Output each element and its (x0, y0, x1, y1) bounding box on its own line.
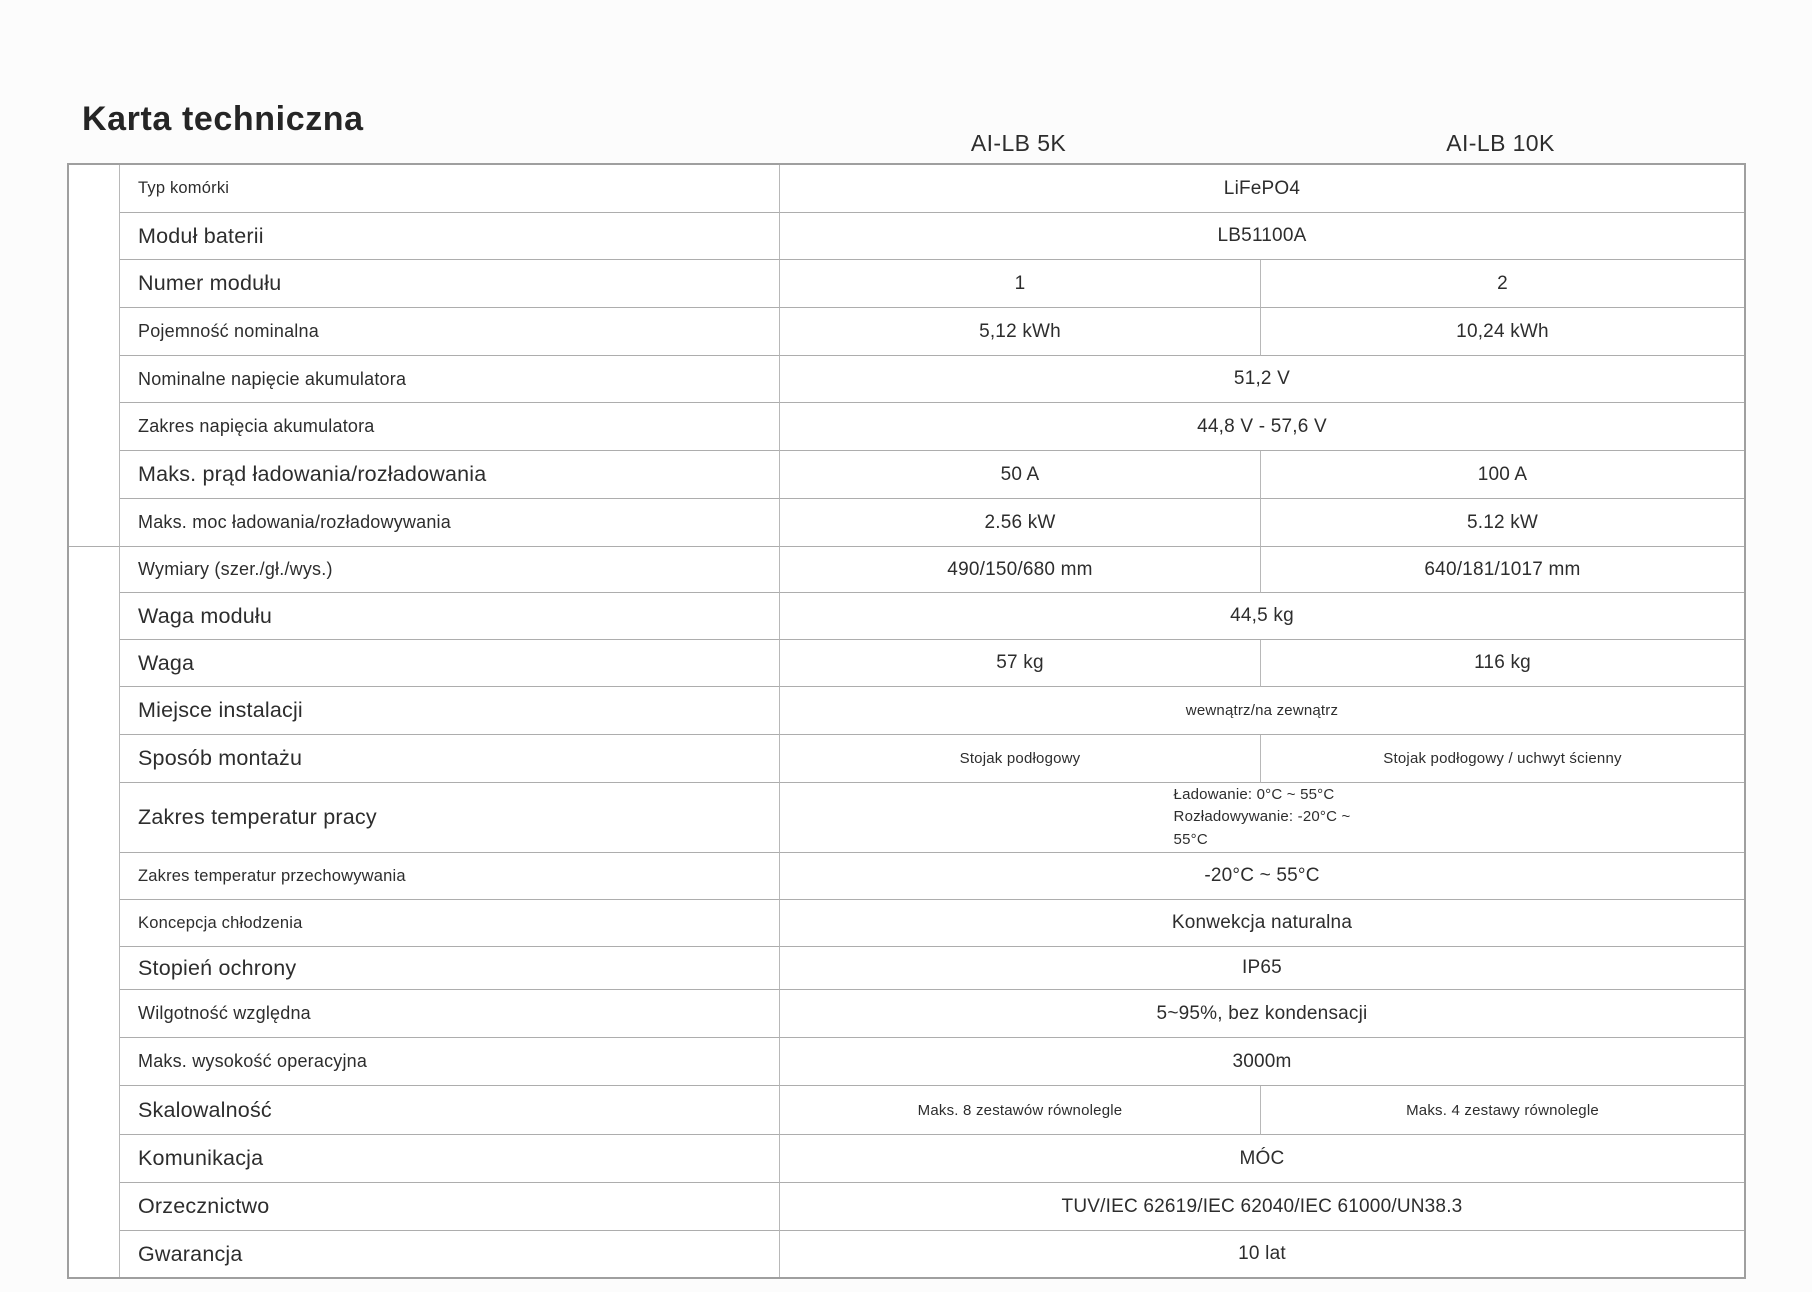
row-value-col2: Maks. 4 zestawy równolegle (1261, 1086, 1744, 1135)
row-value-col1: 1 (780, 260, 1261, 308)
column-header-model-5k: AI-LB 5K (970, 130, 1067, 156)
row-value-merged: LB51100A (780, 213, 1744, 260)
row-label: Zakres temperatur przechowywania (120, 853, 780, 900)
row-value-col2: 640/181/1017 mm (1261, 547, 1744, 593)
row-label: Waga (120, 640, 780, 687)
row-label: Numer modułu (120, 260, 780, 308)
row-value-col2: 116 kg (1261, 640, 1744, 687)
row-group-spacer (69, 547, 120, 1277)
multiline-value (1174, 784, 1351, 852)
row-value-merged: LiFePO4 (780, 165, 1744, 213)
row-value-col2: 100 A (1261, 451, 1744, 499)
row-value-col2: 2 (1261, 260, 1744, 308)
row-value-col1: 2.56 kW (780, 499, 1261, 547)
value-line: Ładowanie: 0°C ~ 55°C (1173, 785, 1335, 803)
row-label: Zakres temperatur pracy (120, 783, 780, 853)
column-header-model-10k: AI-LB 10K (1446, 130, 1555, 156)
row-value-merged: 3000m (780, 1038, 1744, 1086)
row-label: Orzecznictwo (120, 1183, 780, 1231)
value-line: Rozładowywanie: -20°C ~ (1173, 808, 1351, 826)
row-value-merged: wewnątrz/na zewnątrz (780, 687, 1744, 735)
row-value-merged: 10 lat (780, 1231, 1744, 1277)
row-value-col1: 5,12 kWh (780, 308, 1261, 356)
row-label: Moduł baterii (120, 213, 780, 260)
row-value-col2: Stojak podłogowy / uchwyt ścienny (1261, 735, 1744, 783)
row-value-col2: 5.12 kW (1261, 499, 1744, 547)
row-label: Typ komórki (120, 165, 780, 213)
row-value-col1: 490/150/680 mm (780, 547, 1261, 593)
row-value-merged: 44,5 kg (780, 593, 1744, 640)
row-label: Nominalne napięcie akumulatora (120, 356, 780, 403)
row-value-merged: Konwekcja naturalna (780, 900, 1744, 947)
row-value-col1: Maks. 8 zestawów równolegle (780, 1086, 1261, 1135)
row-value-merged: MÓC (780, 1135, 1744, 1183)
row-label: Maks. wysokość operacyjna (120, 1038, 780, 1086)
row-label: Sposób montażu (120, 735, 780, 783)
row-value-merged: -20°C ~ 55°C (780, 853, 1744, 900)
row-value-merged: 5~95%, bez kondensacji (780, 990, 1744, 1038)
row-value-col1: Stojak podłogowy (780, 735, 1261, 783)
row-value-col1: 57 kg (780, 640, 1261, 687)
row-value-merged: IP65 (780, 947, 1744, 990)
row-label: Maks. moc ładowania/rozładowywania (120, 499, 780, 547)
row-value-merged: 51,2 V (780, 356, 1744, 403)
row-label: Wilgotność względna (120, 990, 780, 1038)
row-group-spacer (69, 165, 120, 547)
value-line: 55°C (1173, 830, 1208, 848)
row-label: Stopień ochrony (120, 947, 780, 990)
row-label: Wymiary (szer./gł./wys.) (120, 547, 780, 593)
row-label: Maks. prąd ładowania/rozładowania (120, 451, 780, 499)
row-label: Skalowalność (120, 1086, 780, 1135)
row-label: Zakres napięcia akumulatora (120, 403, 780, 451)
row-value-col2: 10,24 kWh (1261, 308, 1744, 356)
row-value-col1: 50 A (780, 451, 1261, 499)
row-value-merged: 44,8 V - 57,6 V (780, 403, 1744, 451)
spec-table (67, 163, 1746, 1279)
row-label: Pojemność nominalna (120, 308, 780, 356)
row-label: Waga modułu (120, 593, 780, 640)
row-value-merged (780, 783, 1744, 853)
page-title: Karta techniczna (82, 100, 364, 138)
row-value-merged: TUV/IEC 62619/IEC 62040/IEC 61000/UN38.3 (780, 1183, 1744, 1231)
row-label: Gwarancja (120, 1231, 780, 1277)
row-label: Miejsce instalacji (120, 687, 780, 735)
row-label: Komunikacja (120, 1135, 780, 1183)
row-label: Koncepcja chłodzenia (120, 900, 780, 947)
